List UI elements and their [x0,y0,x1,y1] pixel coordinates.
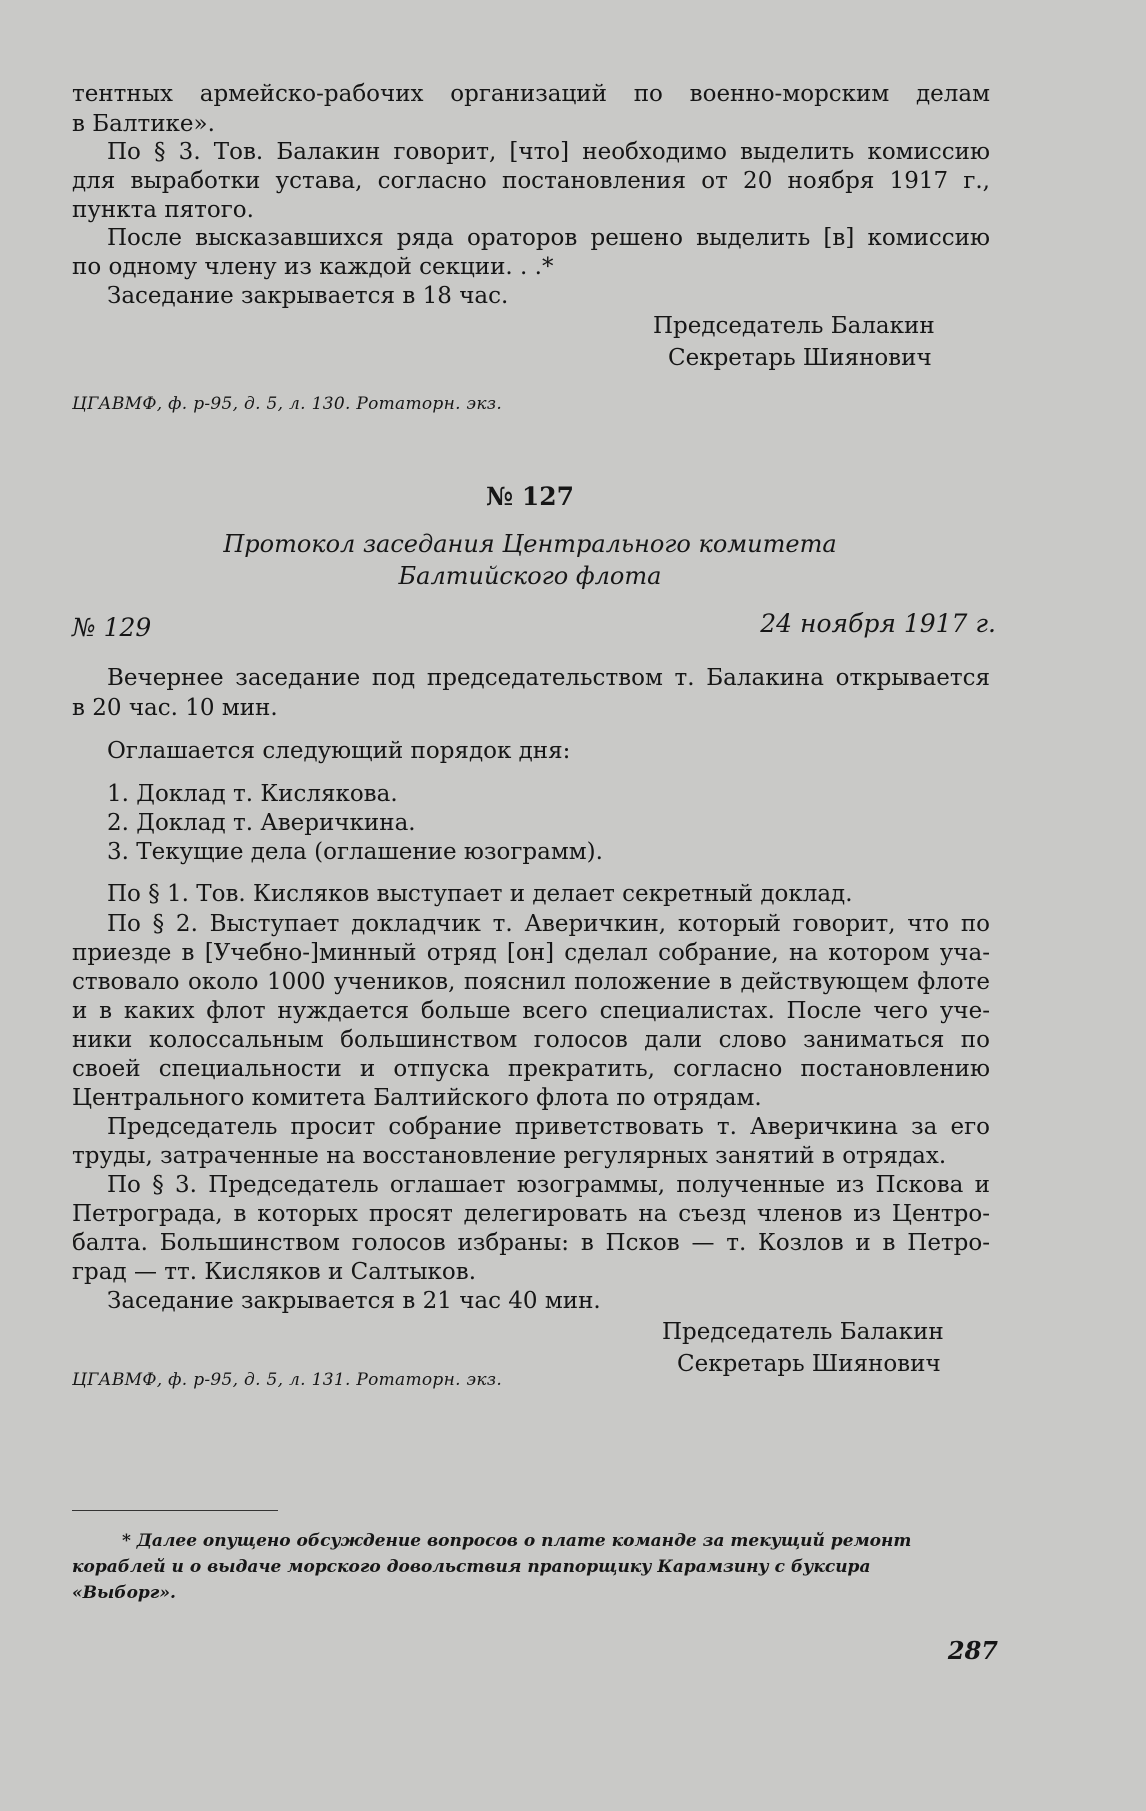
archive-source: ЦГАВМФ, ф. р-95, д. 5, л. 131. Ротаторн. экз. [72,1370,503,1390]
text-line: Заседание закрывается в 21 час 40 мин. [107,1288,601,1314]
text-line: По § 3. Тов. Балакин говорит, [что] необходимо выделить комиссию [107,139,990,165]
chairman-signature: Председатель Балакин [653,313,935,339]
text-line: Петрограда, в которых просят делегировать на съезд членов из Центро- [72,1201,990,1227]
text-line: ники колоссальным большинством голосов дали слово заниматься по [72,1027,990,1053]
page-number: 287 [947,1636,998,1665]
text-line: своей специальности и отпуска прекратить, согласно постановлению [72,1056,990,1082]
secretary-signature: Секретарь Шиянович [677,1351,941,1377]
document-number: № 127 [485,482,575,511]
footnote-line: * Далее опущено обсуждение вопросов о плате команде за текущий ремонт [122,1531,912,1551]
text-line: ствовало около 1000 учеников, пояснил положение в действующем флоте [72,969,990,995]
agenda-item: 3. Текущие дела (оглашение юзограмм). [107,839,603,865]
text-line: в Балтике». [72,111,215,137]
document-date: 24 ноября 1917 г. [760,609,996,638]
text-line: тентных армейско-рабочих организаций по военно-морским делам [72,81,990,107]
text-line: По § 3. Председатель оглашает юзограммы, полученные из Пскова и [107,1172,990,1198]
text-line: Центрального комитета Балтийского флота по отрядам. [72,1085,762,1111]
footnote-divider [72,1510,278,1511]
secretary-signature: Секретарь Шиянович [668,345,932,371]
agenda-item: 2. Доклад т. Аверичкина. [107,810,416,836]
text-line: пункта пятого. [72,197,254,223]
text-line: По § 2. Выступает докладчик т. Аверичкин, который говорит, что по [107,911,990,937]
archive-source: ЦГАВМФ, ф. р-95, д. 5, л. 130. Ротаторн. экз. [72,394,503,414]
agenda-item: 1. Доклад т. Кислякова. [107,781,398,807]
document-title: Протокол заседания Центрального комитета [223,530,837,558]
text-line: приезде в [Учебно-]минный отряд [он] сделал собрание, на котором уча- [72,940,990,966]
text-line: по одному члену из каждой секции. . .* [72,254,554,280]
text-line: По § 1. Тов. Кисляков выступает и делает секретный доклад. [107,881,853,907]
text-line: и в каких флот нуждается больше всего специалистах. После чего уче- [72,998,990,1024]
footnote-line: кораблей и о выдаче морского довольствия прапорщику Карамзину с буксира [72,1557,871,1577]
text-line: После высказавшихся ряда ораторов решено выделить [в] комиссию [107,225,990,251]
text-line: труды, затраченные на восстановление регулярных занятий в отрядах. [72,1143,947,1169]
text-line: для выработки устава, согласно постановления от 20 ноября 1917 г., [72,168,990,194]
text-line: Председатель просит собрание приветствовать т. Аверичкина за его [107,1114,990,1140]
text-line: Оглашается следующий порядок дня: [107,738,571,764]
text-line: в 20 час. 10 мин. [72,695,278,721]
text-line: Заседание закрывается в 18 час. [107,283,509,309]
document-title: Балтийского флота [398,562,662,590]
protocol-number: № 129 [72,613,152,642]
chairman-signature: Председатель Балакин [662,1319,944,1345]
footnote-line: «Выборг». [72,1583,176,1603]
text-line: балта. Большинством голосов избраны: в Псков — т. Козлов и в Петро- [72,1230,990,1256]
text-line: град — тт. Кисляков и Салтыков. [72,1259,477,1285]
footnote [72,1528,1000,1606]
text-line: Вечернее заседание под председательством т. Балакина открывается [107,665,990,691]
